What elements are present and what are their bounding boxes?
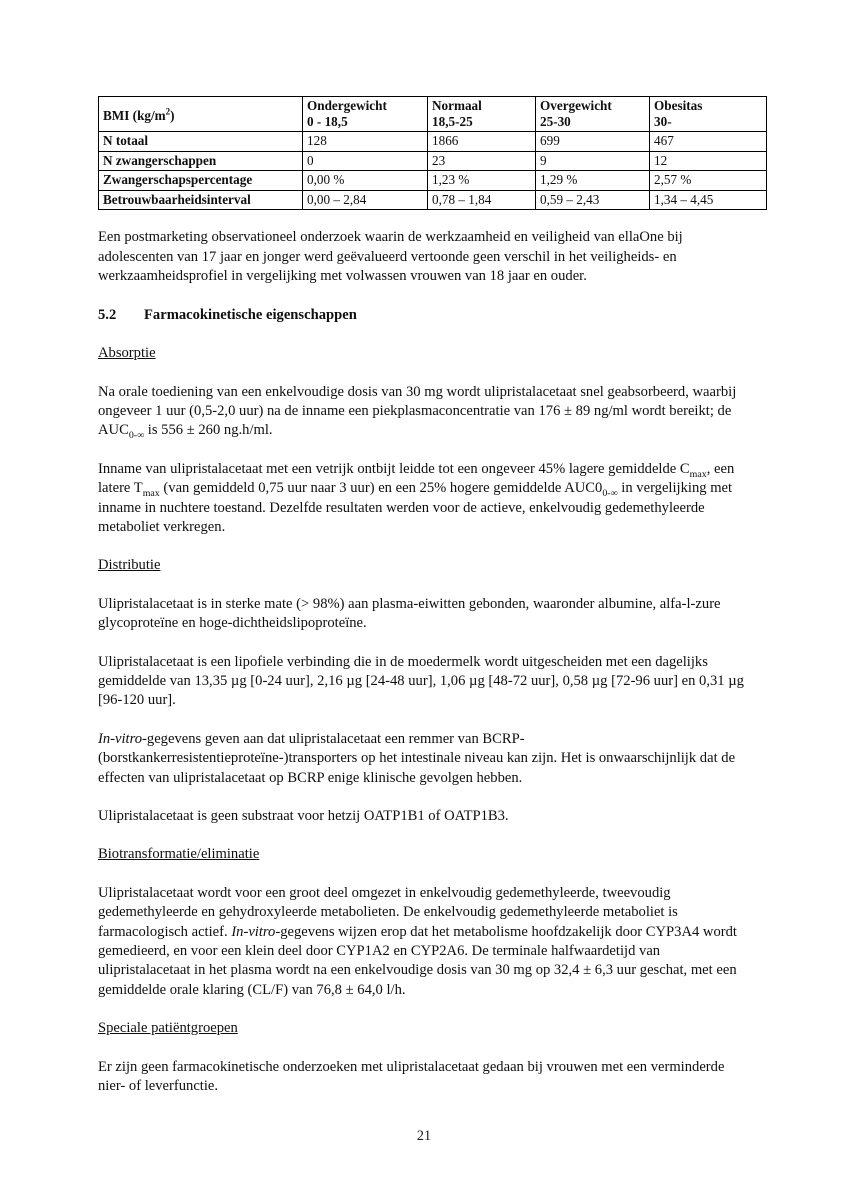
- table-cell: 23: [428, 151, 536, 171]
- row-label-zwangerschapspercentage: Zwangerschapspercentage: [99, 171, 303, 191]
- section-heading-5-2: [98, 306, 744, 325]
- distributie-paragraph-4: Ulipristalacetaat is geen substraat voor hetzij OATP1B1 of OATP1B3.: [98, 808, 509, 824]
- in-vitro-italic: In-vitro: [231, 923, 276, 940]
- table-header-ondergewicht: Ondergewicht 0 - 18,5: [303, 97, 428, 132]
- table-row: [99, 171, 767, 191]
- subsection-distributie-wrap: [98, 556, 744, 575]
- spacer: [98, 711, 744, 730]
- spacer: [98, 826, 744, 845]
- table-cell: 0: [303, 151, 428, 171]
- auc-subscript: 0-∞: [128, 430, 145, 442]
- distributie-p3-rest: -gegevens geven aan dat ulipristalacetaat een remmer van BCRP-(borstkankerresistentieproteïne-)transporters op het intestinale niveau kan zijn. Het is onwaarschijnlijk dat de effecten van ulipristalacetaat op BCRP enige klinische gevolgen hebben.: [98, 730, 736, 786]
- spacer: [98, 576, 744, 595]
- row-label-n-zwangerschappen: N zwangerschappen: [99, 151, 303, 171]
- absorptie-paragraph-2: [98, 460, 744, 538]
- subsection-biotransformatie-wrap: [98, 845, 744, 864]
- table-cell: 467: [650, 132, 767, 152]
- table-cell: 9: [536, 151, 650, 171]
- spacer: [98, 634, 744, 653]
- cmax-subscript: max: [689, 468, 707, 480]
- table-header-obesitas: Obesitas 30-: [650, 97, 767, 132]
- auc0-subscript: 0-∞: [602, 488, 618, 500]
- table-header-bmi: BMI $(kg/m^2)$: [99, 97, 303, 132]
- table-cell: 1866: [428, 132, 536, 152]
- table-header-row: [99, 97, 767, 132]
- section-number: 5.2: [98, 306, 117, 323]
- absorptie-p2-text-b: , een latere T: [98, 460, 735, 497]
- table-header-normaal: Normaal 18,5-25: [428, 97, 536, 132]
- table-cell: 2,57 %: [650, 171, 767, 191]
- biotransformatie-p1-text-a: Ulipristalacetaat wordt voor een groot deel omgezet in enkelvoudig gedemethyleerde, tweevoudig gedemethyleerde en gehydroxyleerde metabolieten. De enkelvoudig gedemethyleerde metaboliet is farmacologisch actief.: [98, 884, 678, 940]
- spacer: [98, 537, 744, 556]
- bmi-pregnancy-table: [98, 96, 767, 210]
- biotransformatie-paragraph-1: [98, 884, 744, 1000]
- absorptie-p1-text-a: Na orale toediening van een enkelvoudige dosis van 30 mg wordt ulipristalacetaat snel geabsorbeerd, waarbij ongeveer 1 uur (0,5-2,0 uur) na de inname een piekplasmaconcentratie van 176 ± 89 ng/ml wordt bereikt; de AUC: [98, 383, 737, 439]
- subsection-heading-distributie: Distributie: [98, 557, 161, 574]
- table-cell: 1,29 %: [536, 171, 650, 191]
- spacer: [98, 441, 744, 460]
- table-row: [99, 151, 767, 171]
- spacer: [98, 364, 744, 383]
- absorptie-paragraph-1: [98, 383, 744, 441]
- table-header-overgewicht: Overgewicht 25-30: [536, 97, 650, 132]
- distributie-paragraph-3: [98, 730, 744, 788]
- tmax-subscript: max: [142, 488, 160, 500]
- table-cell: 12: [650, 151, 767, 171]
- subsection-heading-biotransformatie: Biotransformatie/eliminatie: [98, 846, 260, 863]
- spacer: [98, 865, 744, 884]
- in-vitro-italic: In-vitro: [98, 730, 143, 747]
- subsection-speciale-wrap: [98, 1019, 744, 1038]
- subsection-heading-speciale-patientgroepen: Speciale patiëntgroepen: [98, 1020, 238, 1037]
- speciale-paragraph-1: Er zijn geen farmacokinetische onderzoeken met ulipristalacetaat gedaan bij vrouwen met een verminderde nier- of leverfunctie.: [98, 1058, 725, 1095]
- spacer: [98, 1039, 744, 1058]
- table-row: [99, 132, 767, 152]
- absorptie-p2-text-d: in vergelijking met inname in nuchtere toestand. Dezelfde resultaten werden voor de actieve, enkelvoudig gedemethyleerde metaboliet verkregen.: [98, 480, 733, 535]
- biotransformatie-p1-text-b: -gegevens wijzen erop dat het metabolisme hoofdzakelijk door CYP3A4 wordt gemedieerd, en voor een klein deel door CYP1A2 en CYP2A6. De terminale halfwaardetijd van ulipristalacetaat in het plasma wordt na een enkelvoudige dosis van 30 mg op 32,4 ± 6,3 uur geschat, met een gemiddelde orale klaring (CL/F) van 76,8 ± 64,0 l/h.: [98, 923, 737, 998]
- intro-paragraph: Een postmarketing observationeel onderzoek waarin de werkzaamheid en veiligheid van ellaOne bij adolescenten van 17 jaar en jonger werd geëvalueerd vertoonde geen verschil in het veiligheids- en werkzaamheidsprofiel in vergelijking met volwassen vrouwen van 18 jaar en ouder.: [98, 229, 683, 285]
- spacer: [98, 210, 744, 228]
- spacer: [98, 1000, 744, 1019]
- table-cell: 0,00 %: [303, 171, 428, 191]
- table-cell: 128: [303, 132, 428, 152]
- distributie-paragraph-1: Ulipristalacetaat is in sterke mate (> 98%) aan plasma-eiwitten gebonden, waaronder albumine, alfa-l-zure glycoproteïne en hoge-dichtheidslipoproteïne.: [98, 595, 721, 632]
- page-number: 21: [416, 1128, 432, 1144]
- distributie-paragraph-2: Ulipristalacetaat is een lipofiele verbinding die in de moedermelk wordt uitgescheiden met een dagelijks gemiddelde van 13,35 µg [0-24 uur], 2,16 µg [24-48 uur], 1,06 µg [48-72 uur], 0,58 µg [72-96 uur] en 0,31 µg [96-120 uur].: [98, 653, 744, 709]
- row-label-n-totaal: N totaal: [99, 132, 303, 152]
- subsection-heading-absorptie: Absorptie: [98, 345, 156, 362]
- superscript-two: 2: [165, 106, 171, 117]
- absorptie-p2-text-c: (van gemiddeld 0,75 uur naar 3 uur) en een 25% hogere gemiddelde AUC0: [159, 480, 603, 497]
- table-cell: 699: [536, 132, 650, 152]
- spacer: [98, 325, 744, 344]
- spacer: [98, 788, 744, 807]
- table-cell: 0,78 – 1,84: [428, 190, 536, 210]
- absorptie-p1-text-b: is 556 ± 260 ng.h/ml.: [144, 422, 273, 439]
- table-cell: 1,34 – 4,45: [650, 190, 767, 210]
- subsection-absorptie-wrap: [98, 344, 744, 363]
- row-label-betrouwbaarheidsinterval: Betrouwbaarheidsinterval: [99, 190, 303, 210]
- table-cell: 0,59 – 2,43: [536, 190, 650, 210]
- table-cell: 1,23 %: [428, 171, 536, 191]
- spacer: [98, 287, 744, 306]
- section-title: Farmacokinetische eigenschappen: [144, 306, 357, 323]
- absorptie-p2-text-a: Inname van ulipristalacetaat met een vetrijk ontbijt leidde tot een ongeveer 45% lagere gemiddelde C: [98, 460, 690, 477]
- page-content: [98, 96, 744, 1096]
- table-row: [99, 190, 767, 210]
- table-cell: 0,00 – 2,84: [303, 190, 428, 210]
